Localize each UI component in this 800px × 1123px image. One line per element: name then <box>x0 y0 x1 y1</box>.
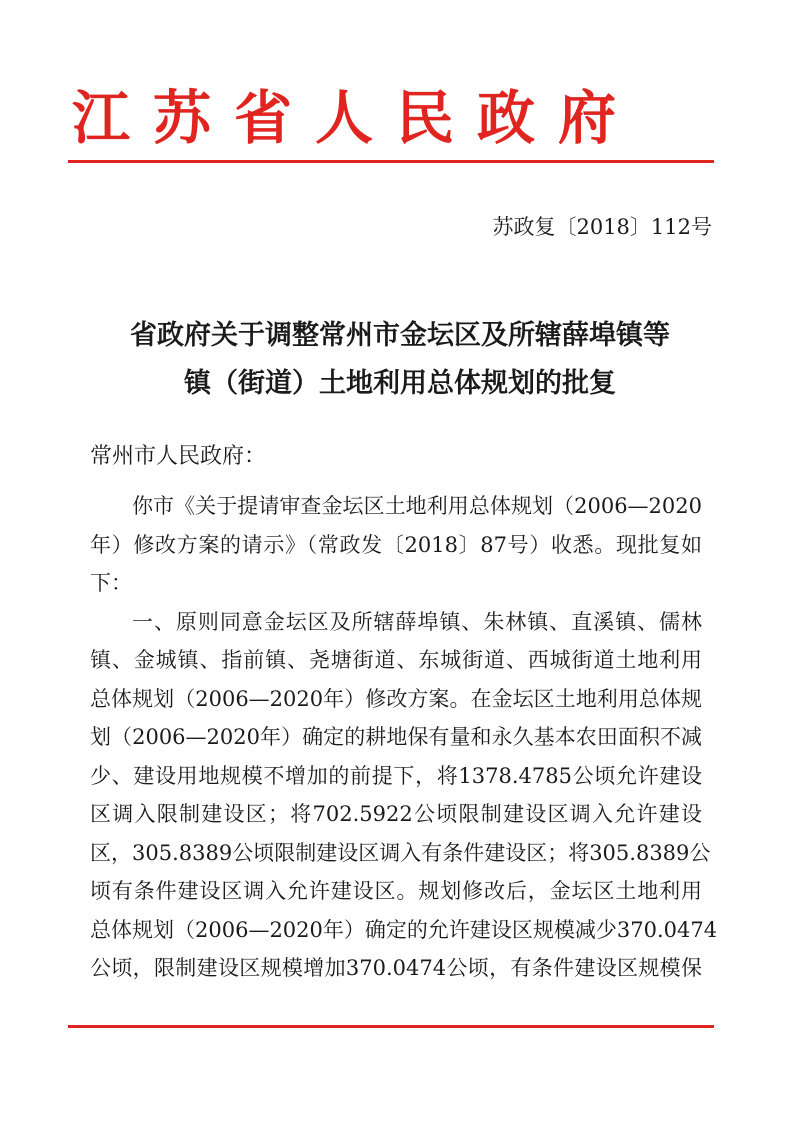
document-body <box>90 487 718 988</box>
body-line: 镇、金城镇、指前镇、尧塘街道、东城街道、西城街道土地利用 <box>90 648 702 672</box>
body-line: 你市《关于提请审查金坛区土地利用总体规划（2006—2020 <box>132 494 702 518</box>
document-title-line: 省政府关于调整常州市金坛区及所辖薛埠镇等 <box>130 320 670 351</box>
body-line: 下： <box>90 571 132 595</box>
body-line: 区调入限制建设区；将702.5922公顷限制建设区调入允许建设 <box>90 802 702 826</box>
document-title <box>60 312 740 408</box>
issuer-header: 江苏省人民政府 <box>72 84 640 152</box>
body-line: 总体规划（2006—2020年）确定的允许建设区规模减少370.0474 <box>90 917 718 942</box>
recipient: 常州市人民政府： <box>90 444 267 469</box>
document-number: 苏政复〔2018〕112号 <box>492 215 712 239</box>
footer-red-rule <box>68 1025 714 1028</box>
body-line: 顷有条件建设区调入允许建设区。规划修改后，金坛区土地利用 <box>90 879 702 903</box>
body-line: 总体规划（2006—2020年）修改方案。在金坛区土地利用总体规 <box>90 686 702 711</box>
document-title-line: 镇（街道）土地利用总体规划的批复 <box>184 368 616 399</box>
body-line: 年）修改方案的请示》（常政发〔2018〕87号）收悉。现批复如 <box>90 532 702 557</box>
body-line: 公顷，限制建设区规模增加370.0474公顷，有条件建设区规模保 <box>90 956 702 980</box>
body-line: 划（2006—2020年）确定的耕地保有量和永久基本农田面积不减 <box>90 725 702 749</box>
body-line: 一、原则同意金坛区及所辖薛埠镇、朱林镇、直溪镇、儒林 <box>132 609 702 634</box>
body-line: 区，305.8389公顷限制建设区调入有条件建设区；将305.8389公 <box>90 840 711 865</box>
header-red-rule <box>68 160 714 163</box>
body-line: 少、建设用地规模不增加的前提下，将1378.4785公顷允许建设 <box>90 763 702 788</box>
